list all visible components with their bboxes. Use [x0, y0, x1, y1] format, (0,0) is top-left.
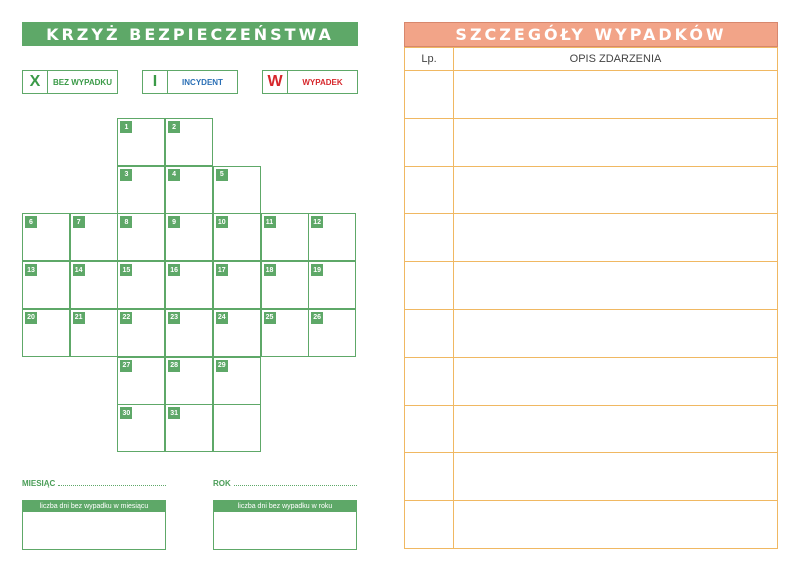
table-row	[405, 119, 777, 167]
day-number: 26	[311, 312, 323, 324]
day-number: 14	[73, 264, 85, 276]
lp-cell[interactable]	[405, 119, 454, 166]
table-row	[405, 71, 777, 119]
cross-cell-day-9[interactable]	[165, 213, 213, 261]
cross-cell-day-27[interactable]	[117, 357, 165, 405]
month-label: MIESIĄC	[22, 479, 56, 488]
day-number: 28	[168, 360, 180, 372]
month-count-box[interactable]	[22, 500, 166, 550]
lp-cell[interactable]	[405, 453, 454, 500]
day-number: 11	[264, 216, 276, 228]
year-count-label: liczba dni bez wypadku w roku	[214, 501, 356, 512]
cross-cell-day-19[interactable]	[308, 261, 356, 309]
col-lp-header: Lp.	[405, 48, 454, 70]
legend-symbol-x: X	[23, 71, 48, 93]
day-number: 23	[168, 312, 180, 324]
day-number: 13	[25, 264, 37, 276]
day-number: 10	[216, 216, 228, 228]
cross-cell-day-22[interactable]	[117, 309, 165, 357]
cross-cell-day-18[interactable]	[261, 261, 309, 309]
year-field[interactable]	[213, 476, 357, 488]
table-row	[405, 501, 777, 549]
day-number: 19	[311, 264, 323, 276]
cross-cell-day-20[interactable]	[22, 309, 70, 357]
cross-cell-day-26[interactable]	[308, 309, 356, 357]
day-number: 3	[120, 169, 132, 181]
cross-cell-day-28[interactable]	[165, 357, 213, 405]
cross-cell-day-24[interactable]	[213, 309, 261, 357]
lp-cell[interactable]	[405, 167, 454, 214]
day-number: 16	[168, 264, 180, 276]
legend-symbol-w: W	[263, 71, 288, 93]
col-desc-header: OPIS ZDARZENIA	[569, 53, 662, 65]
day-number: 24	[216, 312, 228, 324]
table-row	[405, 406, 777, 454]
lp-cell[interactable]	[405, 406, 454, 453]
day-number: 8	[120, 216, 132, 228]
description-cell[interactable]	[454, 214, 777, 261]
cross-cell-day-29[interactable]	[213, 357, 261, 405]
legend-symbol-i: I	[143, 71, 168, 93]
day-number: 21	[73, 312, 85, 324]
description-cell[interactable]	[454, 167, 777, 214]
cross-cell-day-10[interactable]	[213, 213, 261, 261]
day-number: 7	[73, 216, 85, 228]
cross-cell-day-11[interactable]	[261, 213, 309, 261]
month-count-label: liczba dni bez wypadku w miesiącu	[23, 501, 165, 512]
cross-cell-day-23[interactable]	[165, 309, 213, 357]
day-number: 5	[216, 169, 228, 181]
cross-cell-day-3[interactable]	[117, 166, 165, 214]
cross-cell-day-16[interactable]	[165, 261, 213, 309]
lp-cell[interactable]	[405, 262, 454, 309]
day-number: 17	[216, 264, 228, 276]
cross-cell-day-15[interactable]	[117, 261, 165, 309]
day-number: 12	[311, 216, 323, 228]
description-cell[interactable]	[454, 119, 777, 166]
lp-cell[interactable]	[405, 310, 454, 357]
table-row	[405, 310, 777, 358]
cross-cell-day-17[interactable]	[213, 261, 261, 309]
description-cell[interactable]	[454, 71, 777, 118]
accident-details-title: SZCZEGÓŁY WYPADKÓW	[404, 22, 778, 47]
description-cell[interactable]	[454, 358, 777, 405]
month-dotted-line	[58, 484, 166, 486]
table-row	[405, 358, 777, 406]
day-number: 2	[168, 121, 180, 133]
year-label: ROK	[213, 479, 231, 488]
day-number: 30	[120, 407, 132, 419]
table-row	[405, 453, 777, 501]
cross-cell-empty[interactable]	[213, 404, 261, 452]
day-number: 9	[168, 216, 180, 228]
day-number: 1	[120, 121, 132, 133]
legend-label-accident: WYPADEK	[302, 77, 343, 87]
table-row	[405, 167, 777, 215]
day-number: 31	[168, 407, 180, 419]
day-number: 25	[264, 312, 276, 324]
cross-cell-day-4[interactable]	[165, 166, 213, 214]
description-cell[interactable]	[454, 453, 777, 500]
description-cell[interactable]	[454, 501, 777, 549]
day-number: 22	[120, 312, 132, 324]
cross-cell-day-2[interactable]	[165, 118, 213, 166]
cross-cell-day-6[interactable]	[22, 213, 70, 261]
accident-details-table	[404, 47, 778, 549]
lp-cell[interactable]	[405, 214, 454, 261]
month-field[interactable]	[22, 476, 166, 488]
description-cell[interactable]	[454, 262, 777, 309]
description-cell[interactable]	[454, 406, 777, 453]
description-cell[interactable]	[454, 310, 777, 357]
year-dotted-line	[234, 484, 357, 486]
legend-label-no-accident: BEZ WYPADKU	[53, 77, 112, 87]
day-number: 6	[25, 216, 37, 228]
year-count-box[interactable]	[213, 500, 357, 550]
cross-cell-day-5[interactable]	[213, 166, 261, 214]
cross-cell-day-25[interactable]	[261, 309, 309, 357]
cross-cell-day-8[interactable]	[117, 213, 165, 261]
cross-title: KRZYŻ BEZPIECZEŃSTWA	[22, 22, 358, 46]
lp-cell[interactable]	[405, 71, 454, 118]
cross-cell-day-14[interactable]	[70, 261, 118, 309]
day-number: 27	[120, 360, 132, 372]
cross-cell-day-13[interactable]	[22, 261, 70, 309]
cross-cell-day-30[interactable]	[117, 404, 165, 452]
day-number: 29	[216, 360, 228, 372]
table-row	[405, 262, 777, 310]
day-number: 15	[120, 264, 132, 276]
day-number: 18	[264, 264, 276, 276]
cross-cell-day-7[interactable]	[70, 213, 118, 261]
table-header	[405, 48, 777, 71]
day-number: 4	[168, 169, 180, 181]
legend-label-incident: INCYDENT	[182, 77, 223, 87]
cross-cell-day-12[interactable]	[308, 213, 356, 261]
cross-cell-day-31[interactable]	[165, 404, 213, 452]
cross-cell-day-1[interactable]	[117, 118, 165, 166]
table-row	[405, 214, 777, 262]
cross-cell-day-21[interactable]	[70, 309, 118, 357]
day-number: 20	[25, 312, 37, 324]
lp-cell[interactable]	[405, 358, 454, 405]
lp-cell[interactable]	[405, 501, 454, 549]
